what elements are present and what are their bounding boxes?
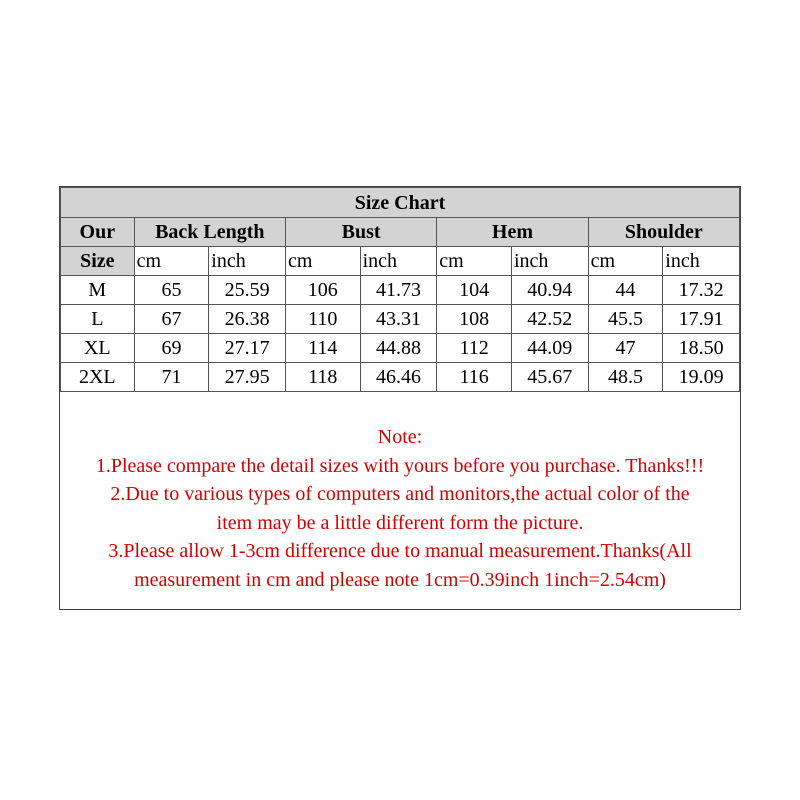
- title-row: [61, 188, 740, 218]
- unit-cell: inch: [663, 247, 740, 276]
- note-heading: Note:: [377, 426, 423, 448]
- value-cell: 114: [285, 334, 360, 363]
- note-line: measurement in cm and please note 1cm=0.39inch 1inch=2.54cm): [134, 568, 666, 591]
- value-cell: 44: [588, 276, 663, 305]
- note-line: 2.Due to various types of computers and monitors,the actual color of the: [110, 483, 690, 505]
- unit-cell: inch: [209, 247, 286, 276]
- value-cell: 71: [134, 363, 209, 392]
- value-cell: 44.09: [511, 334, 588, 363]
- unit-cell: cm: [134, 247, 209, 276]
- value-cell: 44.88: [360, 334, 437, 363]
- value-cell: 17.32: [663, 276, 740, 305]
- value-cell: 65: [134, 276, 209, 305]
- hem-header: Hem: [437, 218, 588, 247]
- table-row: [61, 276, 740, 305]
- back-length-header: Back Length: [134, 218, 285, 247]
- value-cell: 27.95: [209, 363, 286, 392]
- value-cell: 25.59: [209, 276, 286, 305]
- unit-cell: cm: [437, 247, 512, 276]
- value-cell: 108: [437, 305, 512, 334]
- bust-header: Bust: [285, 218, 436, 247]
- our-label: Our: [61, 218, 135, 247]
- table-title: Size Chart: [61, 188, 740, 218]
- value-cell: 41.73: [360, 276, 437, 305]
- value-cell: 17.91: [663, 305, 740, 334]
- value-cell: 106: [285, 276, 360, 305]
- value-cell: 104: [437, 276, 512, 305]
- size-cell: M: [61, 276, 135, 305]
- value-cell: 110: [285, 305, 360, 334]
- value-cell: 47: [588, 334, 663, 363]
- shoulder-header: Shoulder: [588, 218, 739, 247]
- value-cell: 46.46: [360, 363, 437, 392]
- note-line: 3.Please allow 1-3cm difference due to manual measurement.Thanks(All: [108, 540, 692, 562]
- value-cell: 45.5: [588, 305, 663, 334]
- note-line: item may be a little different form the picture.: [216, 511, 584, 534]
- value-cell: 112: [437, 334, 512, 363]
- table-row: [61, 334, 740, 363]
- value-cell: 26.38: [209, 305, 286, 334]
- value-cell: 69: [134, 334, 209, 363]
- value-cell: 42.52: [511, 305, 588, 334]
- value-cell: 118: [285, 363, 360, 392]
- table-row: [61, 363, 740, 392]
- table-row: [61, 305, 740, 334]
- value-cell: 18.50: [663, 334, 740, 363]
- size-cell: L: [61, 305, 135, 334]
- unit-cell: inch: [360, 247, 437, 276]
- value-cell: 48.5: [588, 363, 663, 392]
- value-cell: 19.09: [663, 363, 740, 392]
- note-line: 1.Please compare the detail sizes with yours before you purchase. Thanks!!!: [95, 454, 705, 477]
- value-cell: 40.94: [511, 276, 588, 305]
- header-row: [61, 218, 740, 247]
- size-cell: 2XL: [61, 363, 135, 392]
- value-cell: 67: [134, 305, 209, 334]
- unit-cell: inch: [511, 247, 588, 276]
- size-table: [60, 187, 740, 392]
- unit-row: [61, 247, 740, 276]
- value-cell: 45.67: [511, 363, 588, 392]
- value-cell: 116: [437, 363, 512, 392]
- notes-section: [60, 423, 740, 594]
- value-cell: 43.31: [360, 305, 437, 334]
- size-chart: [59, 186, 741, 610]
- unit-cell: cm: [588, 247, 663, 276]
- value-cell: 27.17: [209, 334, 286, 363]
- size-cell: XL: [61, 334, 135, 363]
- unit-cell: cm: [285, 247, 360, 276]
- size-label: Size: [61, 247, 135, 276]
